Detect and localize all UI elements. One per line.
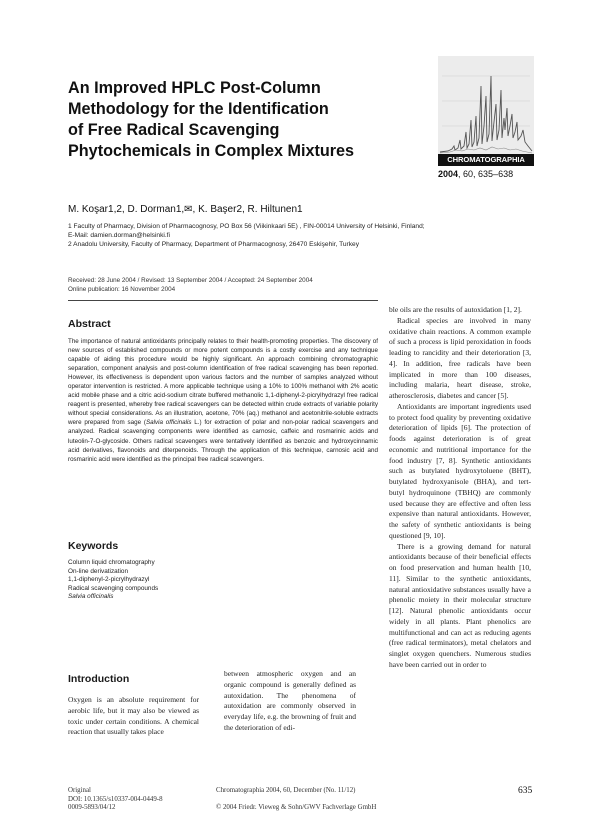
affiliation-2: 2 Anadolu University, Faculty of Pharmacy, Department of Pharmacognosy, 26470 Eskişehir, Turkey (68, 241, 359, 248)
chromatogram-graphic (438, 56, 534, 154)
title-line: Phytochemicals in Complex Mixtures (68, 142, 355, 160)
abstract-text: The importance of natural antioxidants principally relates to their health-promoting properties. The discovery of new sources of established compounds or more potent compounds is a costly exercise and any technique capable of aiding this procedure would be highly significant. An approach combining chromatographic separation, component analysis and post-column identification of free radical scavenging has been reported. However, its effectiveness is dependent upon various factors and the number of samples analyzed without operator intervention is restricted. A more applicable technique using a 10% to 100% methanol with 2% acetic acid mobile phase and a citric acid-sodium citrate buffered methanolic 1,1-diphenyl-2-picrylhydrazyl free radical reagent is presented, whereby free radical scavengers can be detected within crude extracts of variable polarity without special considerations. As an illustration, acetone, 70% (aq.) methanol and acetonitrile-soluble extracts were prepared from sage ( (68, 338, 378, 427)
paragraph: Radical species are involved in many oxidative chain reactions. A common example of such a process is lipid peroxidation in foods leading to rancidity and their deterioration [3, 4]. In addition, free radicals have been implicated in more than 100 diseases, including malaria, heart disease, stroke, atherosclerosis, diabetes and cancer [5]. (389, 315, 531, 400)
citation: Chromatographia 2004, 60, December (No. 11/12) (216, 787, 356, 794)
dates-received: Received: 28 June 2004 / Revised: 13 September 2004 / Accepted: 24 September 2004 (68, 277, 313, 284)
copyright: © 2004 Friedr. Vieweg & Sohn/GWV Fachverlage GmbH (216, 804, 377, 812)
title-line: of Free Radical Scavenging (68, 121, 280, 139)
divider (68, 300, 378, 301)
footer-center (216, 787, 376, 813)
journal-reference (438, 169, 513, 179)
intro-column-1: Oxygen is an absolute requirement for aerobic life, but it may also be viewed as toxic under certain conditions. A chemical reaction that usually takes place (68, 695, 199, 737)
introduction-heading: Introduction (68, 673, 130, 685)
publication-dates (68, 277, 313, 294)
intro-column-2: between atmospheric oxygen and an organic compound is generally defined as autoxidation. The phenomena of autoxidation are commonly observed in everyday life, e.g. the browning of fruit and the deterioration of edi- (224, 669, 356, 732)
dates-online: Online publication: 16 November 2004 (68, 285, 176, 293)
intro-column-3 (389, 305, 531, 671)
paragraph: ble oils are the results of autoxidation [1, 2]. (389, 305, 522, 314)
abstract-species: Salvia officinalis (145, 419, 192, 427)
journal-volume-pages: , 60, 635–638 (458, 169, 514, 179)
keywords-list (68, 559, 158, 602)
journal-logo-text: CHROMATOGRAPHIA (438, 154, 534, 166)
keywords-heading: Keywords (68, 540, 119, 552)
issn: 0009-5893/04/12 (68, 804, 116, 812)
title-line: An Improved HPLC Post-Column (68, 79, 321, 97)
abstract-text-cont: L.) for extraction of polar and non-polar radical scavengers and analyzed. Radical scavenging components were identified as carnosic, caffeic and rosmarinic acids and luteolin-7-O-glycoside. Others radical scavengers were tentatively identified as benzoic and hydroxycinnamic acid derivatives, flavonoids and diterpenoids. Through the application of this technique, carnosic acid and rosmarinic acid were identified as the principal free radical scavengers. (68, 419, 378, 463)
authors: M. Koşar1,2, D. Dorman1,✉, K. Başer2, R. Hiltunen1 (68, 204, 303, 215)
doi: DOI: 10.1365/s10337-004-0449-8 (68, 795, 163, 803)
abstract-body (68, 337, 378, 464)
affiliation-1: 1 Faculty of Pharmacy, Division of Pharmacognosy, PO Box 56 (Viikinkaari 5E) , FIN-00014 University of Helsinki, Finland; (68, 223, 425, 230)
footer-left (68, 787, 163, 813)
keyword-item: Salvia officinalis (68, 593, 114, 601)
journal-logo (438, 56, 534, 166)
keyword-item: Column liquid chromatography (68, 559, 155, 566)
keyword-item: On-line derivatization (68, 567, 129, 575)
keyword-item: Radical scavenging compounds (68, 584, 159, 592)
title-line: Methodology for the Identification (68, 100, 329, 118)
paragraph: There is a growing demand for natural antioxidants because of their beneficial effects on food preservation and human health [10, 11]. Similar to the synthetic antioxidants, natural antioxidative substances usually have a phenolic moiety in their molecular structure [12]. Natural phenolic antioxidants occur widely in all plants. Plant phenolics are multifunctional and can act as reducing agents (free radical terminators), metal chelators and singlet oxygen quenchers. Numerous studies have been carried out in order to (389, 541, 531, 669)
paragraph: Antioxidants are important ingredients used to protect food quality by preventing oxidative deterioration of lipids [6]. The protection of foods against deterioration is of great economic and nutritional importance for the food industry [7, 8]. Synthetic antioxidants such as butylated hydroxytoluene (BHT), butylated hydroxyanisole (BHA), and tert-butyl hydroquinone (TBHQ) are commonly used because they are effective and often less expensive than natural antioxidants. However, the safety of synthetic antioxidants is being questioned [9, 10]. (389, 401, 531, 540)
article-title (68, 78, 398, 162)
page-number: 635 (518, 786, 533, 796)
journal-year: 2004 (438, 169, 459, 179)
article-type: Original (68, 787, 91, 794)
abstract-heading: Abstract (68, 318, 111, 330)
affiliation-email: E-Mail: damien.dorman@helsinki.fi (68, 232, 170, 239)
keyword-item: 1,1-diphenyl-2-picrylhydrazyl (68, 576, 150, 584)
